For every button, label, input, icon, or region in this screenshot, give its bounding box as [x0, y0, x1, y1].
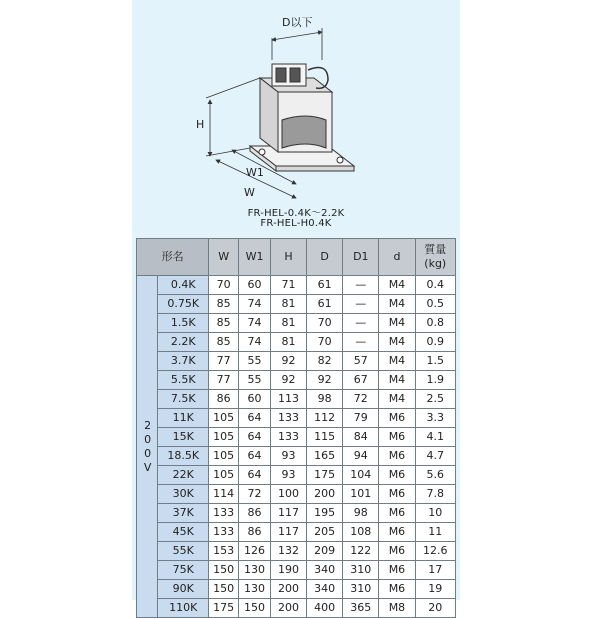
cell-w1: 150 — [239, 599, 271, 618]
cell-d1: 108 — [343, 523, 379, 542]
cell-w: 175 — [209, 599, 239, 618]
cell-dd: M6 — [379, 542, 415, 561]
cell-h: 190 — [270, 561, 306, 580]
cell-d: 61 — [307, 276, 343, 295]
cell-w1: 74 — [239, 314, 271, 333]
cell-w1: 74 — [239, 295, 271, 314]
cell-h: 113 — [270, 390, 306, 409]
reactor-diagram — [132, 0, 460, 238]
cell-w: 114 — [209, 485, 239, 504]
cell-w: 77 — [209, 352, 239, 371]
cell-dd: M6 — [379, 523, 415, 542]
cell-d1: 98 — [343, 504, 379, 523]
cell-mass: 0.4 — [415, 276, 455, 295]
dimension-table — [136, 238, 456, 618]
cell-d1: — — [343, 333, 379, 352]
cell-mass: 19 — [415, 580, 455, 599]
cell-h: 117 — [270, 504, 306, 523]
cell-d1: 365 — [343, 599, 379, 618]
table-row — [137, 504, 456, 523]
cell-h: 200 — [270, 580, 306, 599]
cell-h: 93 — [270, 466, 306, 485]
cell-w: 85 — [209, 333, 239, 352]
cell-d1: 94 — [343, 447, 379, 466]
cell-h: 100 — [270, 485, 306, 504]
cell-d1: 72 — [343, 390, 379, 409]
cell-dd: M6 — [379, 466, 415, 485]
cell-dd: M4 — [379, 371, 415, 390]
cell-d: 61 — [307, 295, 343, 314]
cell-h: 117 — [270, 523, 306, 542]
table-row — [137, 542, 456, 561]
cell-model: 0.75K — [158, 295, 209, 314]
table-row — [137, 295, 456, 314]
cell-w1: 72 — [239, 485, 271, 504]
cell-w1: 64 — [239, 409, 271, 428]
cell-mass: 17 — [415, 561, 455, 580]
cell-h: 81 — [270, 333, 306, 352]
cell-w: 133 — [209, 504, 239, 523]
cell-d: 82 — [307, 352, 343, 371]
label-w: W — [244, 186, 255, 199]
table-body — [137, 276, 456, 618]
cell-w: 105 — [209, 409, 239, 428]
cell-model: 11K — [158, 409, 209, 428]
cell-h: 92 — [270, 371, 306, 390]
cell-d: 200 — [307, 485, 343, 504]
cell-d1: — — [343, 314, 379, 333]
cell-d1: 122 — [343, 542, 379, 561]
spec-panel — [132, 0, 460, 614]
cell-h: 132 — [270, 542, 306, 561]
cell-model: 2.2K — [158, 333, 209, 352]
cell-d1: 79 — [343, 409, 379, 428]
header-bolt: d — [379, 239, 415, 276]
cell-w1: 55 — [239, 371, 271, 390]
depth-dimension-line — [272, 32, 322, 40]
cell-w1: 86 — [239, 523, 271, 542]
cell-dd: M4 — [379, 276, 415, 295]
cell-dd: M8 — [379, 599, 415, 618]
header-mass — [415, 239, 455, 276]
cell-w: 105 — [209, 466, 239, 485]
cell-dd: M4 — [379, 333, 415, 352]
cell-d: 98 — [307, 390, 343, 409]
cell-d: 340 — [307, 580, 343, 599]
header-model: 形名 — [137, 239, 209, 276]
cell-model: 3.7K — [158, 352, 209, 371]
cell-dd: M6 — [379, 504, 415, 523]
cell-w: 133 — [209, 523, 239, 542]
cell-d1: 57 — [343, 352, 379, 371]
cell-d: 112 — [307, 409, 343, 428]
cell-dd: M6 — [379, 485, 415, 504]
cell-d1: 84 — [343, 428, 379, 447]
cell-mass: 4.7 — [415, 447, 455, 466]
table-row — [137, 523, 456, 542]
cell-w: 153 — [209, 542, 239, 561]
cell-model: 110K — [158, 599, 209, 618]
cell-mass: 12.6 — [415, 542, 455, 561]
cell-model: 0.4K — [158, 276, 209, 295]
cell-d: 70 — [307, 333, 343, 352]
cell-d1: 104 — [343, 466, 379, 485]
table-row — [137, 599, 456, 618]
cell-mass: 0.9 — [415, 333, 455, 352]
table-row — [137, 352, 456, 371]
header-w: W — [209, 239, 239, 276]
table-row — [137, 390, 456, 409]
header-h: H — [270, 239, 306, 276]
cell-h: 81 — [270, 295, 306, 314]
cell-w: 85 — [209, 314, 239, 333]
cell-model: 90K — [158, 580, 209, 599]
cell-mass: 20 — [415, 599, 455, 618]
cell-dd: M6 — [379, 580, 415, 599]
cell-w: 150 — [209, 561, 239, 580]
cell-w1: 60 — [239, 390, 271, 409]
cell-w1: 64 — [239, 428, 271, 447]
label-h: H — [196, 118, 205, 131]
cell-model: 37K — [158, 504, 209, 523]
cell-model: 18.5K — [158, 447, 209, 466]
cell-w1: 130 — [239, 580, 271, 599]
cell-d: 70 — [307, 314, 343, 333]
cell-w1: 86 — [239, 504, 271, 523]
table-row — [137, 276, 456, 295]
cell-dd: M4 — [379, 352, 415, 371]
cell-mass: 0.5 — [415, 295, 455, 314]
cell-dd: M6 — [379, 447, 415, 466]
coil — [282, 116, 326, 148]
cell-w: 77 — [209, 371, 239, 390]
cell-d1: 67 — [343, 371, 379, 390]
model-range-line-1: FR-HEL-0.4K～2.2K — [247, 208, 345, 219]
cell-h: 200 — [270, 599, 306, 618]
table-row — [137, 409, 456, 428]
cell-d1: — — [343, 295, 379, 314]
cell-d1: 310 — [343, 580, 379, 599]
cell-d: 195 — [307, 504, 343, 523]
cell-d: 115 — [307, 428, 343, 447]
cell-model: 7.5K — [158, 390, 209, 409]
model-range-line-2: FR-HEL-H0.4K — [260, 218, 332, 229]
label-w1: W1 — [246, 166, 264, 179]
cell-d: 340 — [307, 561, 343, 580]
cell-mass: 7.8 — [415, 485, 455, 504]
header-d1: D1 — [343, 239, 379, 276]
cell-model: 5.5K — [158, 371, 209, 390]
cell-w: 70 — [209, 276, 239, 295]
cell-d1: 101 — [343, 485, 379, 504]
cell-w: 150 — [209, 580, 239, 599]
cell-h: 133 — [270, 409, 306, 428]
cell-d: 165 — [307, 447, 343, 466]
table-row — [137, 580, 456, 599]
cell-dd: M6 — [379, 409, 415, 428]
cell-w1: 74 — [239, 333, 271, 352]
cell-model: 55K — [158, 542, 209, 561]
cell-d: 209 — [307, 542, 343, 561]
cell-mass: 1.9 — [415, 371, 455, 390]
cell-h: 92 — [270, 352, 306, 371]
cell-d: 400 — [307, 599, 343, 618]
header-d: D — [307, 239, 343, 276]
cell-d1: — — [343, 276, 379, 295]
cell-dd: M4 — [379, 314, 415, 333]
cell-mass: 0.8 — [415, 314, 455, 333]
cell-dd: M4 — [379, 295, 415, 314]
cell-mass: 2.5 — [415, 390, 455, 409]
cell-mass: 1.5 — [415, 352, 455, 371]
label-d: D以下 — [282, 16, 313, 29]
header-mass-label: 質量 — [424, 243, 447, 256]
cell-w1: 55 — [239, 352, 271, 371]
table-row — [137, 466, 456, 485]
table-row — [137, 314, 456, 333]
cell-model: 45K — [158, 523, 209, 542]
cell-h: 93 — [270, 447, 306, 466]
cell-d1: 310 — [343, 561, 379, 580]
cell-d: 175 — [307, 466, 343, 485]
cell-mass: 10 — [415, 504, 455, 523]
cell-w1: 60 — [239, 276, 271, 295]
cell-model: 22K — [158, 466, 209, 485]
cell-w: 86 — [209, 390, 239, 409]
cell-d: 205 — [307, 523, 343, 542]
cell-dd: M6 — [379, 561, 415, 580]
cell-model: 30K — [158, 485, 209, 504]
cell-w1: 130 — [239, 561, 271, 580]
cell-h: 133 — [270, 428, 306, 447]
cell-mass: 11 — [415, 523, 455, 542]
cell-model: 1.5K — [158, 314, 209, 333]
cell-h: 81 — [270, 314, 306, 333]
cell-mass: 3.3 — [415, 409, 455, 428]
cell-w: 105 — [209, 428, 239, 447]
cell-w1: 64 — [239, 447, 271, 466]
table-row — [137, 485, 456, 504]
dimension-drawing — [132, 0, 460, 238]
header-w1: W1 — [239, 239, 271, 276]
header-mass-unit: (kg) — [424, 257, 447, 270]
cell-mass: 4.1 — [415, 428, 455, 447]
cell-w1: 64 — [239, 466, 271, 485]
table-header-row — [137, 239, 456, 276]
cell-dd: M6 — [379, 428, 415, 447]
table-row — [137, 561, 456, 580]
table-row — [137, 333, 456, 352]
table-row — [137, 447, 456, 466]
cell-model: 75K — [158, 561, 209, 580]
cell-w1: 126 — [239, 542, 271, 561]
table-row — [137, 428, 456, 447]
cell-model: 15K — [158, 428, 209, 447]
table-row — [137, 371, 456, 390]
cell-w: 105 — [209, 447, 239, 466]
cell-h: 71 — [270, 276, 306, 295]
cell-d: 92 — [307, 371, 343, 390]
cell-w: 85 — [209, 295, 239, 314]
cell-dd: M4 — [379, 390, 415, 409]
voltage-group-label: 200V — [137, 276, 158, 618]
cell-mass: 5.6 — [415, 466, 455, 485]
